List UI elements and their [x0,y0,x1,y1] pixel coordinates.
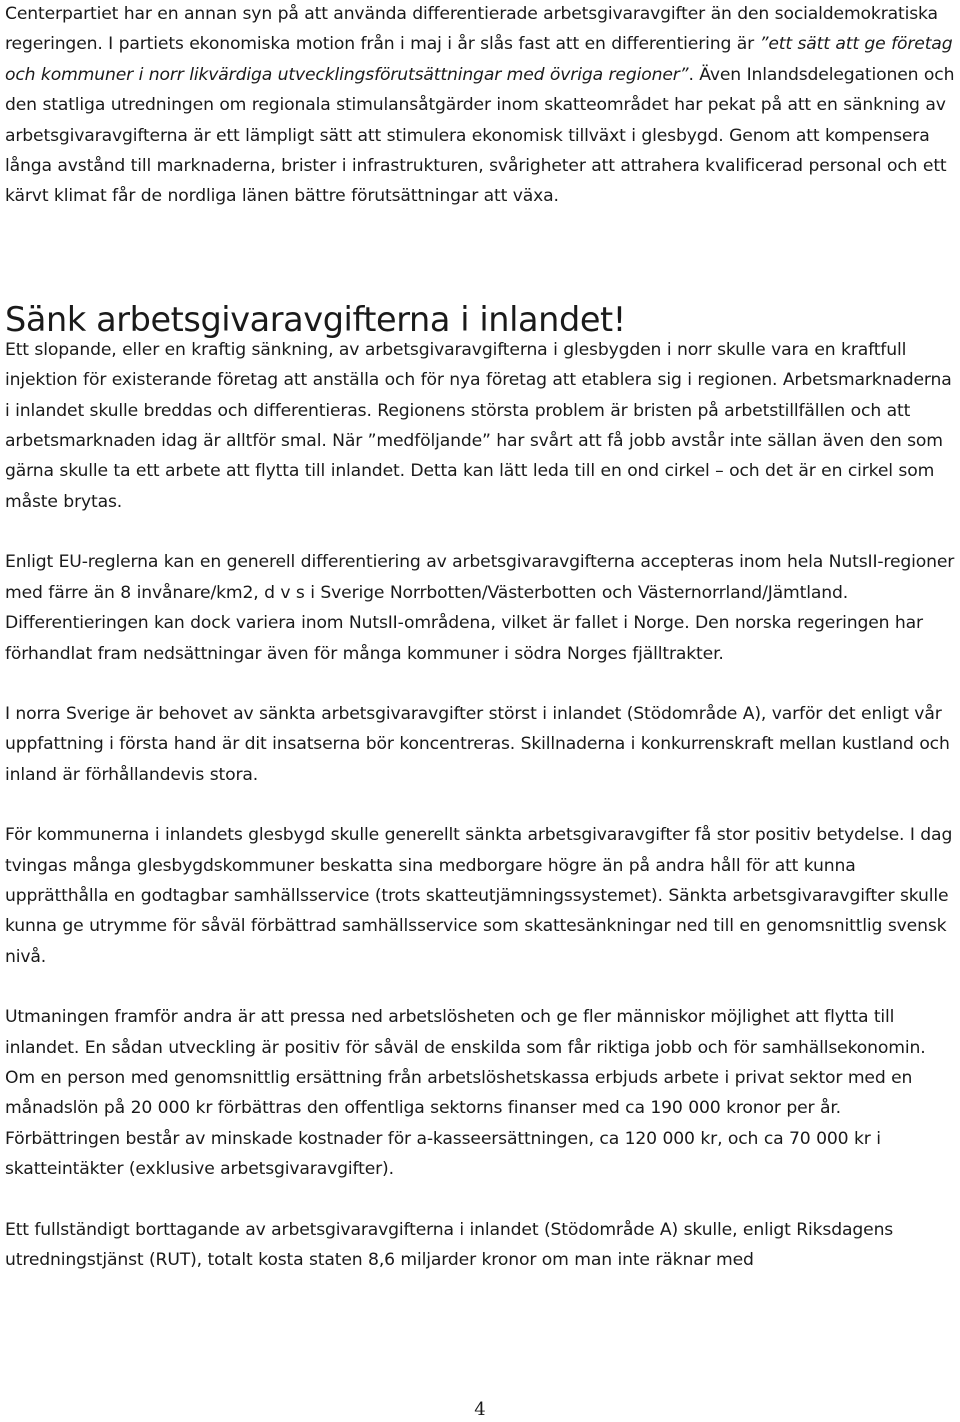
paragraph-2: Enligt EU-reglerna kan en generell differentiering av arbetsgivaravgifterna accepteras inom hela NutsII-regioner med färre än 8 invånare/km2, d v s i Sverige Norrbotten/Västerbotten och Västernorrland/Jämtland. Differentieringen kan dock variera inom NutsII-områdena, vilket är fallet i Norge. Den norska regeringen har förhandlat fram nedsättningar även för många kommuner i södra Norges fjälltrakter. [5,552,955,664]
page-number: 4 [474,1399,486,1420]
document-page [5,0,957,1275]
paragraph-4: För kommunerna i inlandets glesbygd skulle generellt sänkta arbetsgivaravgifter få stor positiv betydelse. I dag tvingas många glesbygdskommuner beskatta sina medborgare högre än på andra håll för att kunna upprätthålla en godtagbar samhällsservice (trots skatteutjämningssystemet). Sänkta arbetsgivaravgifter skulle kunna ge utrymme för såväl förbättrad samhällsservice som skattesänkningar ned till en genomsnittlig svensk nivå. [5,825,953,967]
section-heading: Sänk arbetsgivaravgifterna i inlandet! [5,299,626,339]
paragraph-5: Utmaningen framför andra är att pressa ned arbetslösheten och ge fler människor möjlighet att flytta till inlandet. En sådan utveckling är positiv för såväl de enskilda som får riktiga jobb och för samhällsekonomin. Om en person med genomsnittlig ersättning från arbetslöshetskassa erbjuds arbete i privat sektor med en månadslön på 20 000 kr förbättras den offentliga sektorns finanser med ca 190 000 kronor per år. Förbättringen består av minskade kostnader för a-kasseersättningen, ca 120 000 kr, och ca 70 000 kr i skatteintäkter (exklusive arbetsgivaravgifter). [5,1007,926,1180]
intro-text-b: . Även Inlandsdelegationen och den statliga utredningen om regionala stimulansåtgärder inom skatteområdet har pekat på att en sänkning av arbetsgivaravgifterna är ett lämpligt sätt att stimulera ekonomisk tillväxt i glesbygd. Genom att kompensera långa avstånd till marknaderna, brister i infrastrukturen, svårigheter att attrahera kvalificerad personal och ett kärvt klimat får de nordliga länen bättre förutsättningar att växa. [5,64,955,207]
intro-quote: ”ett sätt att ge företag och kommuner i norr likvärdiga utvecklingsförutsättningar med övriga regioner” [5,34,953,85]
paragraph-6: Ett fullständigt borttagande av arbetsgivaravgifterna i inlandet (Stödområde A) skulle, enligt Riksdagens utredningstjänst (RUT), totalt kosta staten 8,6 miljarder kronor om man inte räknar med [5,1219,894,1270]
intro-text-a: Centerpartiet har en annan syn på att använda differentierade arbetsgivaravgifter än den socialdemokratiska regeringen. I partiets ekonomiska motion från i maj i år slås fast att en differentiering är [5,4,938,55]
intro-paragraph [5,0,957,212]
paragraph-1: Ett slopande, eller en kraftig sänkning, av arbetsgivaravgifterna i glesbygden i norr skulle vara en kraftfull injektion för existerande företag att anställa och för nya företag att etablera sig i regionen. Arbetsmarknaderna i inlandet skulle breddas och differentieras. Regionens största problem är bristen på arbetstillfällen och att arbetsmarknaden idag är alltför smal. När ”medföljande” har svårt att få jobb avstår inte sällan även den som gärna skulle ta ett arbete att flytta till inlandet. Detta kan lätt leda till en ond cirkel – och det är en cirkel som måste brytas. [5,339,952,512]
paragraph-3: I norra Sverige är behovet av sänkta arbetsgivaravgifter störst i inlandet (Stödområde A), varför det enligt vår uppfattning i första hand är dit insatserna bör koncentreras. Skillnaderna i konkurrenskraft mellan kustland och inland är förhållandevis stora. [5,703,950,785]
